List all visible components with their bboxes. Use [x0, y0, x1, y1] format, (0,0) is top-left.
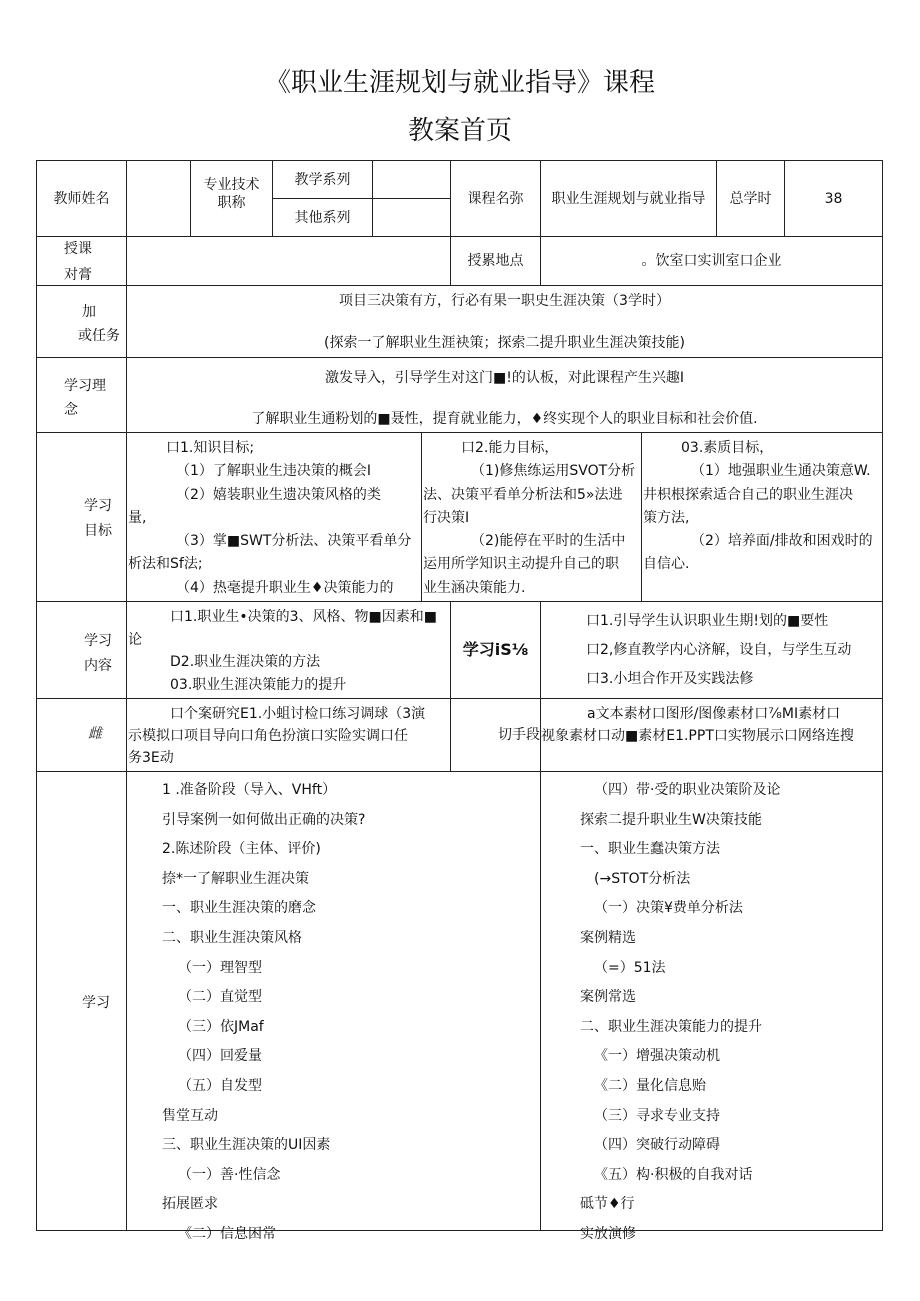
- process-right-item: 案例精选: [580, 929, 636, 946]
- teaching-means-items: a文本素材口图形/图像素材口⅞MI素材口 视象素材口动■素材E1.PPT口实物展示口网络连搜: [541, 706, 854, 744]
- concept-label-1: 学习理: [64, 378, 106, 394]
- process-left-item: 引导案例一如何做出正确的决策?: [162, 811, 366, 828]
- process-right-item: 《五）构·积极的自我对话: [594, 1166, 753, 1183]
- process-right-item: 砥节♦行: [580, 1196, 635, 1213]
- process-left-item: （一）理智型: [178, 959, 262, 976]
- project-line-1: 项目三决策有方，行必有果一职史生涯决策（3学时）: [339, 293, 670, 309]
- process-label: 学习: [82, 995, 110, 1011]
- project-label-2: 或任务: [78, 328, 120, 344]
- place-value: 。饮室口实训室口企业: [641, 253, 782, 269]
- course-name-label: 课程名弥: [467, 190, 524, 207]
- content-label-1: 学习: [84, 633, 112, 649]
- quality-goals: 03.素质目标， （1）地强职业生通决策意W. 井枳根探索适合自己的职业生涯决 策方法, （2）培养面/排故和困戏时的 自信心.: [643, 440, 873, 573]
- concept-line-1: 激发导入，引导学生对这门■!的认板，对此课程产生兴趣I: [325, 370, 684, 386]
- process-left-item: 售堂互动: [162, 1107, 218, 1124]
- method-label: 学习iS⅛: [462, 640, 529, 659]
- concept-label-2: 念: [64, 402, 78, 418]
- process-right-item: (→STOT分析法: [594, 870, 691, 887]
- goals-label-1: 学习: [84, 498, 112, 514]
- teaching-method-items: 口个案研究E1.小蛆讨检口练习调球（3演 示模拟口项目导向口角色扮演口实险实调口任 务3E动: [128, 706, 426, 766]
- process-left-column: [128, 776, 538, 1242]
- process-right-item: （=）51法: [594, 959, 666, 976]
- process-right-item: 一、职业生蠢决策方法: [580, 841, 720, 858]
- process-left-item: 一、职业生涯决策的磨念: [162, 900, 316, 917]
- project-line-2: (探索一了解职业生涯袂策；探索二提升职业生涯决策技能): [324, 335, 685, 351]
- process-right-item: （四）突破行动障碍: [594, 1137, 720, 1154]
- professional-title-label: 专业技术 职称: [203, 177, 260, 211]
- process-right-item: （三）寻求专业支持: [594, 1107, 720, 1124]
- process-left-item: （四）回爱量: [178, 1048, 262, 1065]
- process-left-item: 二、职业生涯决策风格: [162, 929, 302, 946]
- knowledge-goals: 口1.知识目标; （1）了解职业生违决策的概会I （2）嬉装职业生遗决策风格的类 量, （3）掌■SWT分析法、决策平看单分 析法和Sf法; （4）热毫提升职业生♦决策能力的: [128, 440, 412, 596]
- other-series-label: 其他系列: [294, 209, 351, 226]
- process-left-item: （一）善·性信念: [178, 1166, 281, 1183]
- process-right-item: （一）决策¥费单分析法: [594, 900, 743, 917]
- process-left-item: （三）依JMaf: [178, 1018, 264, 1035]
- process-left-item: 拓展匿求: [162, 1196, 218, 1213]
- teacher-name-label: 教师姓名: [53, 190, 110, 207]
- ability-goals: 口2.能力目标， （1)修焦练运用SVOT分析 法、决策平看单分析法和5»法进 行决策I （2)能停在平时的生活中 运用所学知识主动提升自己的职 业生涵决策能力.: [423, 440, 636, 596]
- content-label-2: 内容: [84, 658, 112, 674]
- teaching-series-label: 教学系列: [294, 171, 351, 188]
- process-left-item: 捺*一了解职业生涯决策: [162, 870, 309, 887]
- process-right-item: 《二）量化信息贻: [594, 1077, 706, 1094]
- process-left-item: 《二）信息困常: [178, 1225, 276, 1242]
- total-hours-value: 38: [824, 190, 843, 207]
- process-right-item: 案例常选: [580, 989, 636, 1006]
- process-right-item: 二、职业生涯决策能力的提升: [580, 1018, 762, 1035]
- course-title: 《职业生涯规划与就业指导》课程: [264, 68, 655, 98]
- goals-label-2: 目标: [84, 523, 112, 539]
- process-left-item: 2.陈述阶段（主体、评价): [162, 841, 321, 858]
- process-right-item: （四）带·受的职业决策阶及论: [594, 782, 781, 798]
- process-right-item: 《一）增强决策动机: [594, 1048, 720, 1065]
- process-left-item: 1 .准备阶段（导入、VHft）: [162, 782, 337, 798]
- page-subtitle: 教案首页: [407, 116, 512, 146]
- target-label-2: 对膏: [64, 267, 92, 283]
- project-label-1: 加: [82, 304, 96, 320]
- teaching-method-label: 雌: [88, 726, 102, 742]
- total-hours-label: 总学时: [729, 190, 772, 207]
- process-left-item: 三、职业生涯决策的UI因素: [162, 1137, 331, 1154]
- teaching-means-label: 切手段: [498, 727, 540, 743]
- place-label: 授累地点: [467, 253, 524, 269]
- process-right-item: 探索二提升职业生W决策技能: [580, 811, 762, 828]
- process-right-column: [542, 776, 881, 1242]
- content-items: 口1.职业生•决策的3、风格、物■因素和■ 论 D2.职业生涯决策的方法 03.职业生涯决策能力的提升: [128, 609, 437, 693]
- content-methods: 口1.引导学生认识职业生期!划的■要性 口2,修直教学内心济解，设自，与学生互动 口3.小坦合作开及实践法修: [586, 613, 852, 687]
- process-left-item: （五）自发型: [178, 1077, 262, 1094]
- process-right-item: 实放演修: [580, 1225, 636, 1242]
- course-name-value: 职业生涯规划与就业指导: [551, 190, 706, 207]
- process-left-item: （二）直觉型: [178, 989, 262, 1006]
- target-label-1: 授课: [64, 241, 92, 257]
- concept-line-2: 了解职业生通粉划的■聂性，提育就业能力，♦终实现个人的职业目标和社会价值.: [251, 411, 758, 427]
